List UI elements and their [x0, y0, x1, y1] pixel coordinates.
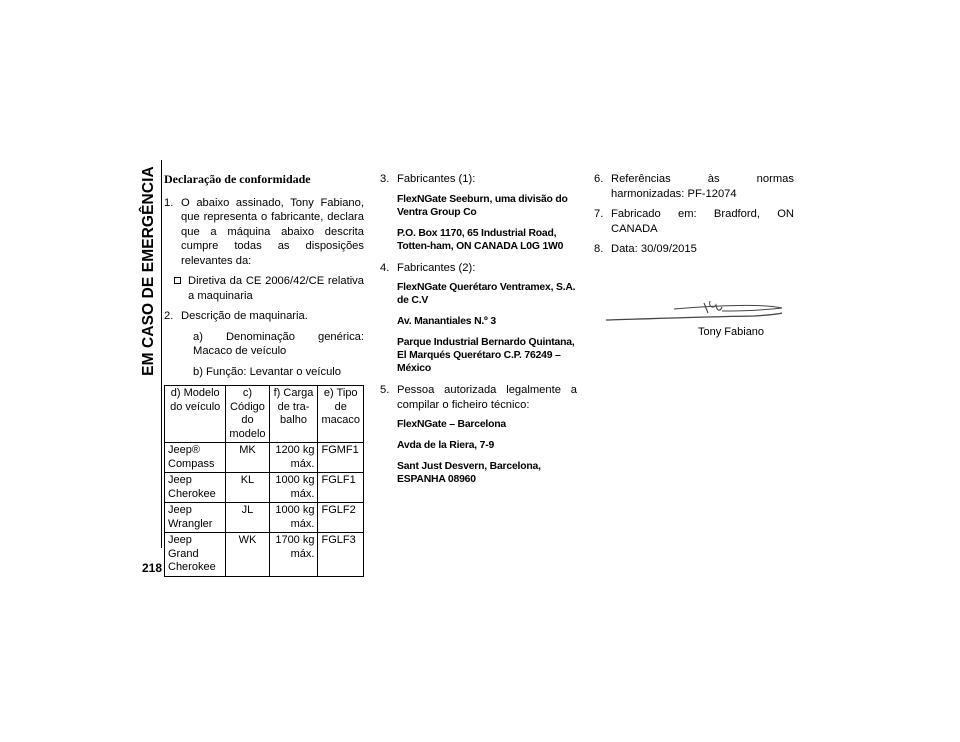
signature-mark: [604, 295, 794, 340]
item-number: 2.: [164, 310, 174, 322]
item-number: 1.: [164, 196, 174, 209]
column-2: [380, 172, 577, 494]
checkbox-square-icon: [174, 277, 181, 284]
table-row: [165, 443, 364, 473]
function: b) Função: Levantar o veículo: [193, 365, 342, 378]
bullet-text: Diretiva da CE 2006/42/CE relativa a maquinaria: [188, 275, 364, 302]
table-cell: Jeep Wrangler: [165, 503, 226, 533]
item-text: O abaixo assinado, Tony Fabiano, que representa o fabricante, declara que a máquina abaixo descrita cumpre todas as disposições relevantes da:: [181, 196, 364, 267]
table-header: f) Carga de tra-balho: [269, 386, 318, 443]
signature-name: Tony Fabiano: [698, 326, 765, 338]
table-cell: FGLF1: [318, 473, 364, 503]
table-row: [165, 503, 364, 533]
table-row: [165, 533, 364, 577]
model-table: [164, 385, 364, 577]
item-number: 4.: [380, 261, 390, 274]
item-number: 5.: [380, 384, 390, 396]
table-cell: FGLF3: [318, 533, 364, 577]
table-cell: FGMF1: [318, 443, 364, 473]
manufacturer-1-name: FlexNGate Seeburn, uma divisão do Ventra Group Co: [397, 193, 568, 218]
column-1: [164, 172, 364, 577]
manufacturer-2-address: Parque Industrial Bernardo Quintana, El Marqués Querétaro C.P. 76249 – México: [397, 337, 575, 374]
table-cell: FGLF2: [318, 503, 364, 533]
table-cell: 1000 kg máx.: [269, 473, 318, 503]
item-number: 7.: [594, 208, 604, 220]
item-text: Fabricado em: Bradford, ON CANADA: [611, 208, 794, 235]
page-number: 218: [142, 561, 163, 575]
list-item-6: [594, 172, 794, 201]
table-row: [165, 473, 364, 503]
table-cell: 1000 kg máx.: [269, 503, 318, 533]
table-cell: JL: [226, 503, 269, 533]
table-cell: 1200 kg máx.: [269, 443, 318, 473]
manufacturer-2-name: FlexNGate Querétaro Ventramex, S.A. de C.V: [397, 282, 576, 306]
side-rule: [161, 160, 162, 548]
item-number: 3.: [380, 173, 390, 185]
generic-name: a) Denominação genérica: Macaco de veículo: [193, 330, 364, 357]
side-tab: [140, 166, 158, 376]
item-text: Data: 30/09/2015: [611, 243, 697, 255]
table-cell: Jeep Cherokee: [165, 473, 226, 503]
item-text: Pessoa autorizada legalmente a compilar o ficheiro técnico:: [397, 384, 577, 411]
manufacturer-1-address: P.O. Box 1170, 65 Industrial Road, Totten-ham, ON CANADA L0G 1W0: [397, 227, 564, 252]
directive-bullet: [164, 274, 364, 303]
table-cell: Jeep Grand Cherokee: [165, 533, 226, 577]
item-number: 8.: [594, 243, 604, 255]
list-item-5: [380, 383, 577, 412]
list-item-7: [594, 207, 794, 236]
item-text: Fabricantes (2):: [397, 261, 476, 274]
item-text: Descrição de maquinaria.: [181, 310, 308, 322]
list-item-4: [380, 261, 577, 276]
table-cell: WK: [226, 533, 269, 577]
technical-file-street: Avda de la Riera, 7-9: [397, 440, 495, 451]
signature-block: [604, 295, 794, 340]
manufacturer-2-street: Av. Manantiales N.º 3: [397, 316, 496, 327]
table-cell: Jeep® Compass: [165, 443, 226, 473]
column-3: [594, 172, 794, 263]
table-header-row: [165, 386, 364, 443]
table-cell: KL: [226, 473, 269, 503]
technical-file-address: Sant Just Desvern, Barcelona, ESPANHA 08960: [397, 461, 541, 485]
table-header: e) Tipo de macaco: [318, 386, 364, 443]
table-cell: MK: [226, 443, 269, 473]
item-number: 6.: [594, 173, 604, 185]
page-heading: Declaração de conformidade: [164, 172, 311, 186]
item-text: Referências às normas harmonizadas: PF-12074: [611, 173, 794, 200]
section-title: EM CASO DE EMERGÊNCIA: [140, 166, 157, 376]
item-text: Fabricantes (1):: [397, 173, 476, 185]
table-header: c) Código do modelo: [226, 386, 269, 443]
list-item-1: [164, 196, 364, 269]
list-item-2: [164, 309, 364, 324]
technical-file-name: FlexNGate – Barcelona: [397, 419, 506, 430]
table-cell: 1700 kg máx.: [269, 533, 318, 577]
list-item-3: [380, 172, 577, 187]
list-item-8: [594, 242, 794, 257]
table-header: d) Modelo do veículo: [165, 386, 226, 443]
